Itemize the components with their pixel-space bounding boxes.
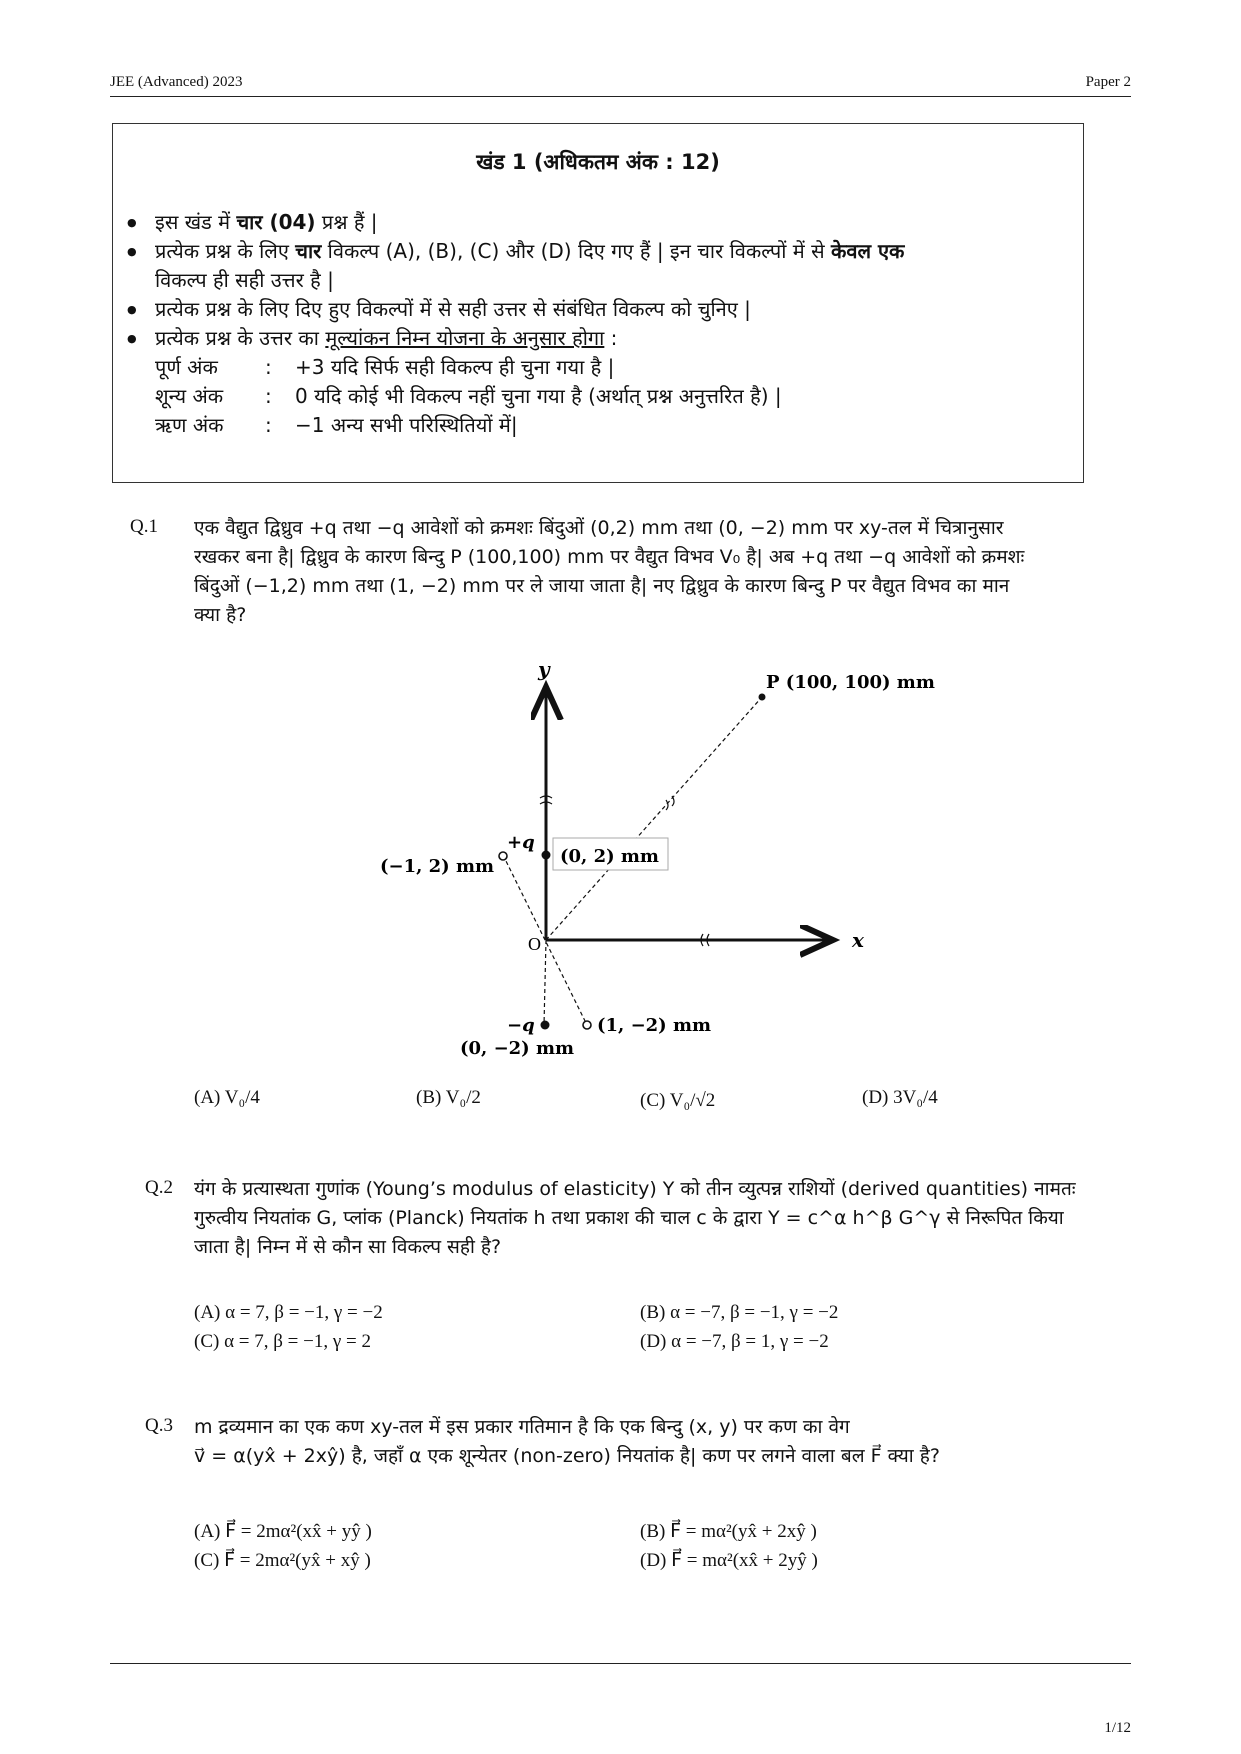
x-axis-label: x [852,928,864,952]
neg-axis-dashed-line [544,940,546,1025]
question-line: v⃗ = α(yx̂ + 2xŷ) है, जहाँ α एक शून्येतर (non-zero) नियतांक है| कण पर लगने वाला बल F⃗ क्या है? [194,1445,940,1467]
question-line: m द्रव्यमान का एक कण xy-तल में इस प्रकार गतिमान है कि एक बिन्दु (x, y) पर कण का वेग [194,1416,850,1438]
text: प्रत्येक प्रश्न के उत्तर का [155,326,326,350]
question-line: एक वैद्युत द्विध्रुव +q तथा −q आवेशों को क्रमशः बिंदुओं (0,2) mm तथा (0, −2) mm पर xy-तल में चित्रानुसार [194,517,1004,539]
text: : [604,326,618,350]
marking-value: 0 यदि कोई भी विकल्प नहीं चुना गया है (अर्थात् प्रश्न अनुत्तरित है) | [295,384,782,408]
question-text [194,1413,1124,1471]
marking-key: शून्य अंक [155,384,224,408]
text-bold: चार [295,239,322,263]
option-b[interactable]: (B) F⃗ = mα²(yx̂ + 2xŷ ) [640,1521,817,1542]
exam-title: JEE (Advanced) 2023 [110,74,243,90]
question-line: बिंदुओं (−1,2) mm तथा (1, −2) mm पर ले जाया जाता है| नए द्विध्रुव के कारण बिन्दु P पर वैद्युत विभव का मान [194,575,1010,597]
question-line: यंग के प्रत्यास्थता गुणांक (Young’s modulus of elasticity) Y को तीन व्युत्पन्न राशियों (derived quantities) नामतः [194,1178,1076,1200]
op-dashed-line [546,697,762,940]
question-line: क्या है? [194,604,247,626]
instruction-item: ● प्रत्येक प्रश्न के लिए दिए हुए विकल्पों में से सही उत्तर से संबंधित विकल्प को चुनिए | [127,295,904,324]
option-b[interactable]: (B) V₀/2 [416,1087,481,1108]
text-bold: केवल एक [830,239,905,263]
question-text [194,1175,1124,1262]
question-line: रखकर बना है| द्विध्रुव के कारण बिन्दु P (100,100) mm पर वैद्युत विभव V₀ है| अब +q तथा −q आवेशों को क्रमशः [194,546,1025,568]
text: प्रत्येक प्रश्न के लिए [155,239,296,263]
text: इस खंड में [155,210,237,234]
question-line: जाता है| निम्न में से कौन सा विकल्प सही है? [194,1236,502,1258]
paper-label: Paper 2 [1085,74,1131,90]
minus-q-label: −q [507,1015,535,1036]
footer-rule [110,1663,1131,1664]
option-a[interactable]: (A) F⃗ = 2mα²(xx̂ + yŷ ) [194,1521,372,1542]
text-bold: चार (04) [236,210,316,234]
plus-q-label: +q [507,832,535,853]
y-axis-label: y [538,657,550,681]
text: विकल्प (A), (B), (C) और (D) दिए गए हैं | इन चार विकल्पों में से [321,239,831,263]
option-d[interactable]: (D) 3V₀/4 [862,1087,938,1108]
new-charge-minus-q [583,1021,591,1029]
origin-label: O [528,934,541,954]
charge-plus-q [542,851,551,860]
page-number: 1/12 [1104,1720,1131,1736]
text: प्रश्न हैं | [315,210,378,234]
charge-minus-q [541,1021,550,1030]
marking-key: ऋण अंक [155,413,224,437]
point-0-neg2-label: (0, −2) mm [460,1038,575,1059]
point-1-neg2-label: (1, −2) mm [597,1015,712,1036]
option-d[interactable]: (D) F⃗ = mα²(xx̂ + 2yŷ ) [640,1550,818,1571]
point-p-label: P (100, 100) mm [766,672,935,693]
marking-key: पूर्ण अंक [155,355,218,379]
section-title: खंड 1 (अधिकतम अंक : 12) [476,150,720,174]
marking-value: +3 यदि सिर्फ सही विकल्प ही चुना गया है | [295,355,615,379]
point-0-2-label: (0, 2) mm [560,846,659,867]
option-c[interactable]: (C) V₀/√2 [640,1090,716,1111]
option-c[interactable]: (C) α = 7, β = −1, γ = 2 [194,1331,371,1352]
question-number: Q.3 [145,1415,173,1436]
option-b[interactable]: (B) α = −7, β = −1, γ = −2 [640,1302,839,1323]
question-number: Q.1 [130,516,158,537]
marking-colon: : [265,384,272,408]
option-a[interactable]: (A) α = 7, β = −1, γ = −2 [194,1302,383,1323]
instruction-item-cont: विकल्प ही सही उत्तर है | [155,268,334,292]
option-d[interactable]: (D) α = −7, β = 1, γ = −2 [640,1331,829,1352]
marking-value: −1 अन्य सभी परिस्थितियों में| [295,413,518,437]
text-underlined: मूल्यांकन निम्न योजना के अनुसार होगा [325,326,605,350]
marking-colon: : [265,413,272,437]
option-a[interactable]: (A) V₀/4 [194,1087,260,1108]
new-charge-plus-q [499,852,507,860]
marking-colon: : [265,355,272,379]
question-number: Q.2 [145,1177,173,1198]
point-p [759,694,766,701]
question-line: गुरुत्वीय नियतांक G, प्लांक (Planck) नियतांक h तथा प्रकाश की चाल c के द्वारा Y = c^α h^β G^γ से निरूपित किया [194,1207,1064,1229]
point-neg1-2-label: (−1, 2) mm [380,856,495,877]
option-c[interactable]: (C) F⃗ = 2mα²(yx̂ + xŷ ) [194,1550,371,1571]
